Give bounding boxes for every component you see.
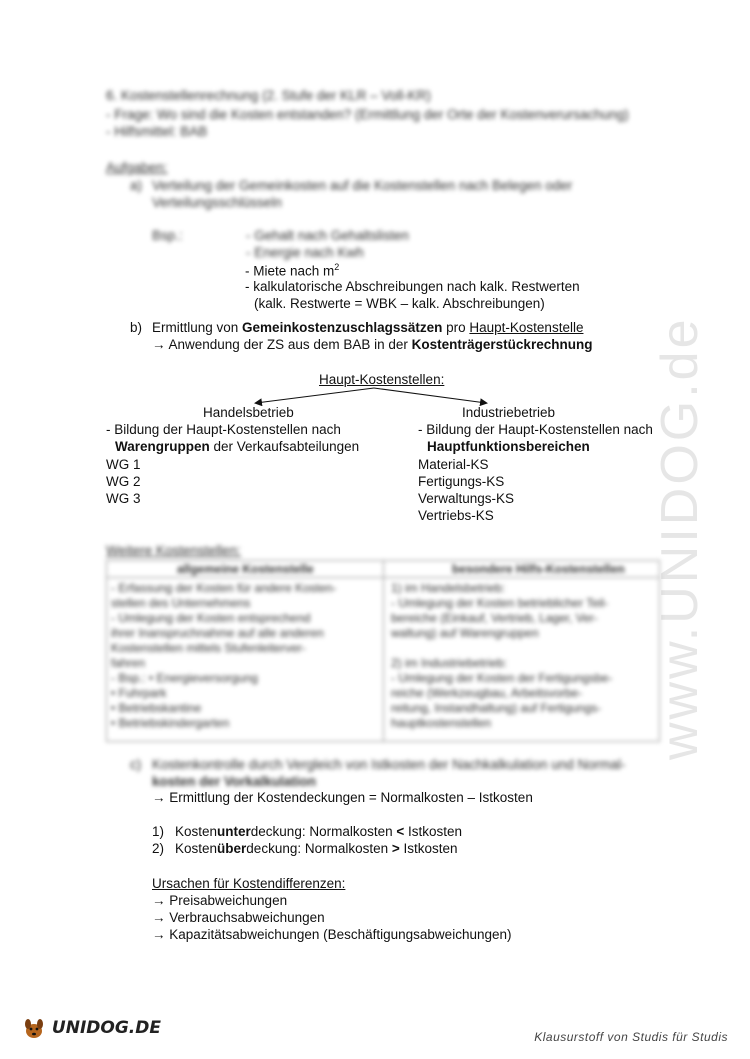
table-line: - Umlegung der Kosten entsprechend: [111, 611, 311, 625]
section-b-text-underline: Haupt-Kostenstelle: [469, 320, 584, 335]
bsp-label: Bsp.:: [152, 228, 183, 243]
dog-logo-icon: [22, 1016, 46, 1040]
table-line: ihrer Inanspruchnahme auf alle anderen: [111, 626, 324, 640]
handel-line-2-bold: Warengruppen: [115, 439, 210, 454]
unterdeckung-bold: unter: [217, 824, 251, 839]
table-line: - Erfassung der Kosten für andere Kosten-: [111, 581, 337, 595]
ueberdeckung-pre: Kosten: [175, 841, 218, 856]
unterdeckung-num: 1): [152, 824, 165, 839]
section-c-label: c): [130, 757, 142, 772]
table-line: waltung) auf Warengruppen: [391, 626, 539, 640]
weitere-table: [106, 560, 660, 742]
section-b-text-mid: pro: [442, 320, 470, 335]
table-line: bereiche (Einkauf, Vertrieb, Lager, Ver-: [391, 611, 598, 625]
heading-section-6: 6. Kostenstellenrechnung (2. Stufe der KLR – Voll-KR): [106, 88, 431, 103]
table-line: • Betriebskantine: [111, 701, 202, 715]
table-line: • Betriebskindergarten: [111, 716, 230, 730]
industrie-heading: Industriebetrieb: [462, 405, 556, 420]
table-col1-body: [111, 581, 336, 731]
cause-item: → Verbrauchsabweichungen: [152, 910, 325, 925]
handel-line-2: [115, 439, 359, 454]
industrie-line-2: [427, 439, 590, 454]
industrie-item: Verwaltungs-KS: [418, 491, 515, 506]
intro-question: - Frage: Wo sind die Kosten entstanden? (Ermittlung der Orte der Kostenverursachung): [106, 107, 629, 122]
table-line: fahren: [111, 656, 146, 670]
ueberdeckung-post: deckung: Normalkosten: [246, 841, 392, 856]
bsp-item-3-text: - Miete nach m: [245, 263, 335, 279]
weitere-title: Weitere Kostenstellen:: [106, 543, 241, 558]
footer-logo-text: UNIDOG.DE: [51, 1018, 161, 1038]
section-b-text: [152, 320, 583, 335]
table-line: - Bsp.: • Energieversorgung: [111, 671, 258, 685]
table-col2-body: [391, 581, 612, 731]
table-line: • Fuhrpark: [111, 686, 167, 700]
section-b-text-pre: Ermittlung von: [152, 320, 243, 335]
watermark: www.UNIDOG.de: [651, 316, 709, 760]
industrie-line-1: - Bildung der Haupt-Kostenstellen nach: [418, 422, 653, 437]
handel-heading: Handelsbetrieb: [203, 405, 294, 420]
ueberdeckung-bold: über: [217, 841, 247, 856]
task-a-label: a): [130, 178, 143, 193]
section-b-text-bold: Gemeinkostenzuschlagssätzen: [242, 320, 443, 335]
table-line: hauptkostenstellen: [391, 716, 492, 730]
section-b-arrow: [152, 337, 592, 352]
haupt-title: Haupt-Kostenstellen:: [319, 372, 445, 387]
cause-item: → Kapazitätsabweichungen (Beschäftigungsabweichungen): [152, 927, 512, 942]
bsp-item-3: [245, 262, 339, 279]
table-line: Kostenstellen mittels Stufenleiterver-: [111, 641, 306, 655]
bsp-item-3-sup: 2: [334, 262, 340, 272]
industrie-item: Fertigungs-KS: [418, 474, 505, 489]
task-a-text-2: Verteilungsschlüsseln: [152, 195, 282, 210]
table-line: reitung, Instandhaltung) auf Fertigungs-: [391, 701, 602, 715]
section-c-arrow: → Ermittlung der Kostendeckungen = Normalkosten – Istkosten: [152, 790, 533, 805]
table-line: 2) im Industriebetrieb:: [391, 656, 508, 670]
section-c-line-1: Kostenkontrolle durch Vergleich von Istkosten der Nachkalkulation und Normal-: [152, 757, 626, 772]
handel-item: WG 2: [106, 474, 141, 489]
bsp-item-1: - Gehalt nach Gehaltslisten: [246, 228, 409, 243]
table-line: - Umlegung der Kosten betrieblicher Teil-: [391, 596, 609, 610]
task-a-text-1: Verteilung der Gemeinkosten auf die Kostenstellen nach Belegen oder: [152, 178, 573, 193]
table-line: 1) im Handelsbetrieb:: [391, 581, 506, 595]
bsp-item-2: - Energie nach Kwh: [246, 245, 364, 260]
unterdeckung-post: deckung: Normalkosten: [250, 824, 397, 839]
unterdeckung-op: <: [396, 824, 405, 839]
section-b-label: b): [130, 320, 143, 335]
ueberdeckung-end: Istkosten: [399, 841, 458, 856]
industrie-item: Vertriebs-KS: [418, 508, 494, 523]
industrie-line-2-bold: Hauptfunktionsbereichen: [427, 439, 590, 454]
table-divider: [383, 561, 384, 741]
cause-item: → Preisabweichungen: [152, 893, 288, 908]
section-b-arrow-pre: → Anwendung der ZS aus dem BAB in der: [152, 337, 412, 352]
handel-item: WG 3: [106, 491, 141, 506]
handel-line-1: - Bildung der Haupt-Kostenstellen nach: [106, 422, 341, 437]
industrie-item: Material-KS: [418, 457, 489, 472]
table-line: reiche (Werkzeugbau, Arbeitsvorbe-: [391, 686, 583, 700]
section-b-arrow-bold: Kostenträgerstückrechnung: [411, 337, 593, 352]
ueberdeckung-op: >: [391, 841, 400, 856]
handel-item: WG 1: [106, 457, 141, 472]
bsp-item-4: - kalkulatorische Abschreibungen nach kalk. Restwerten: [245, 279, 580, 294]
footer-logo[interactable]: [22, 1016, 161, 1040]
bsp-item-5: (kalk. Restwerte = WBK – kalk. Abschreibungen): [254, 296, 545, 311]
intro-tool: - Hilfsmittel: BAB: [106, 124, 208, 139]
table-col2-header: besondere Hilfs-Kostenstellen: [452, 562, 625, 576]
ueberdeckung-text: [175, 841, 458, 856]
table-line: stellen des Unternehmens: [111, 596, 251, 610]
ueberdeckung-num: 2): [152, 841, 165, 856]
causes-title: Ursachen für Kostendifferenzen:: [152, 876, 346, 891]
table-line: [391, 641, 612, 656]
unterdeckung-pre: Kosten: [175, 824, 218, 839]
handel-line-2-rest: der Verkaufsabteilungen: [209, 439, 360, 454]
table-col1-header: allgemeine Kostenstelle: [177, 562, 314, 576]
section-c-line-2: kosten der Vorkalkulation: [152, 774, 317, 789]
table-line: - Umlegung der Kosten der Fertigungsbe-: [391, 671, 613, 685]
unterdeckung-end: Istkosten: [404, 824, 463, 839]
tasks-label: Aufgaben:: [106, 160, 168, 175]
footer-tagline: Klausurstoff von Studis für Studis: [534, 1030, 728, 1044]
unterdeckung-text: [175, 824, 462, 839]
